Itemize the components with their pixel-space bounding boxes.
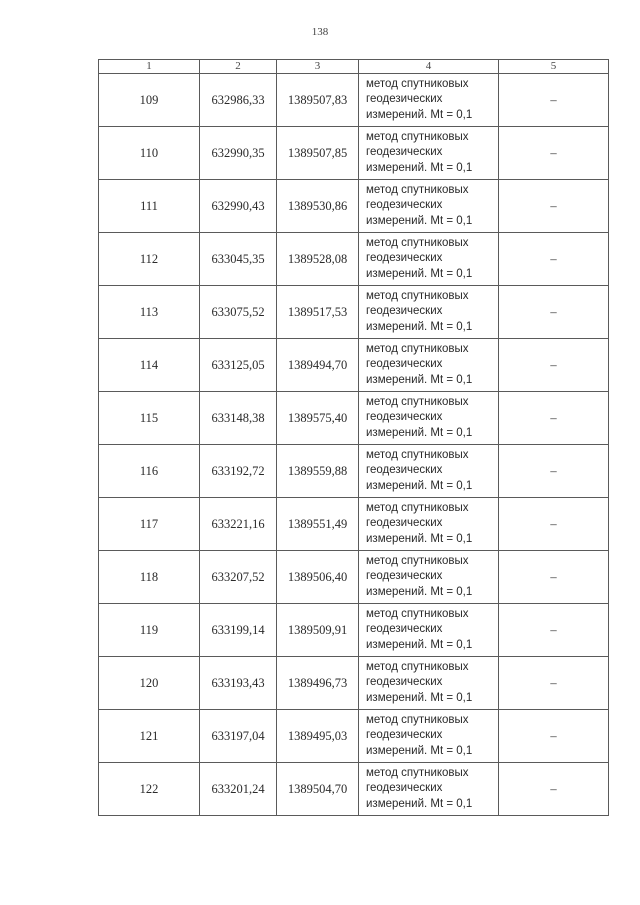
y-coordinate-cell: 1389507,85 — [277, 127, 359, 180]
method-line: измерений. Mt = 0,1 — [366, 267, 473, 280]
y-coordinate-cell: 1389575,40 — [277, 392, 359, 445]
table-header-row — [99, 60, 609, 74]
x-coordinate-cell: 633207,52 — [200, 551, 277, 604]
method-line: геодезических — [366, 729, 443, 742]
table-row — [99, 763, 609, 816]
point-number-cell: 116 — [99, 445, 200, 498]
column-header-3: 3 — [277, 60, 359, 74]
y-coordinate-cell: 1389551,49 — [277, 498, 359, 551]
table-row — [99, 551, 609, 604]
table-row — [99, 180, 609, 233]
page-number: 138 — [311, 26, 329, 38]
x-coordinate-cell: 633201,24 — [200, 763, 277, 816]
table-row — [99, 445, 609, 498]
method-line: геодезических — [366, 358, 443, 371]
table-row — [99, 127, 609, 180]
method-line: измерений. Mt = 0,1 — [366, 214, 473, 227]
note-cell: – — [499, 233, 609, 286]
table-row — [99, 498, 609, 551]
method-cell — [359, 339, 499, 392]
note-cell: – — [499, 551, 609, 604]
point-number-cell: 115 — [99, 392, 200, 445]
method-line: измерений. Mt = 0,1 — [366, 532, 473, 545]
method-line: метод спутниковых — [366, 183, 469, 196]
method-cell — [359, 127, 499, 180]
y-coordinate-cell: 1389506,40 — [277, 551, 359, 604]
y-coordinate-cell: 1389495,03 — [277, 710, 359, 763]
note-cell: – — [499, 74, 609, 127]
point-number-cell: 110 — [99, 127, 200, 180]
method-cell — [359, 233, 499, 286]
y-coordinate-cell: 1389496,73 — [277, 657, 359, 710]
method-line: измерений. Mt = 0,1 — [366, 691, 473, 704]
method-line: метод спутниковых — [366, 501, 469, 514]
note-cell: – — [499, 180, 609, 233]
y-coordinate-cell: 1389530,86 — [277, 180, 359, 233]
method-cell — [359, 286, 499, 339]
method-line: измерений. Mt = 0,1 — [366, 373, 473, 386]
method-cell — [359, 74, 499, 127]
point-number-cell: 118 — [99, 551, 200, 604]
point-number-cell: 111 — [99, 180, 200, 233]
method-cell — [359, 710, 499, 763]
method-line: геодезических — [366, 93, 443, 106]
y-coordinate-cell: 1389504,70 — [277, 763, 359, 816]
method-line: метод спутниковых — [366, 289, 469, 302]
method-line: геодезических — [366, 517, 443, 530]
method-line: измерений. Mt = 0,1 — [366, 744, 473, 757]
method-line: метод спутниковых — [366, 448, 469, 461]
method-line: измерений. Mt = 0,1 — [366, 320, 473, 333]
method-line: метод спутниковых — [366, 766, 469, 779]
x-coordinate-cell: 633148,38 — [200, 392, 277, 445]
method-line: геодезических — [366, 146, 443, 159]
x-coordinate-cell: 633125,05 — [200, 339, 277, 392]
table-row — [99, 710, 609, 763]
method-cell — [359, 657, 499, 710]
point-number-cell: 113 — [99, 286, 200, 339]
column-header-2: 2 — [200, 60, 277, 74]
method-line: измерений. Mt = 0,1 — [366, 479, 473, 492]
method-line: измерений. Mt = 0,1 — [366, 585, 473, 598]
y-coordinate-cell: 1389517,53 — [277, 286, 359, 339]
method-line: геодезических — [366, 305, 443, 318]
x-coordinate-cell: 633193,43 — [200, 657, 277, 710]
method-line: метод спутниковых — [366, 607, 469, 620]
method-line: измерений. Mt = 0,1 — [366, 797, 473, 810]
point-number-cell: 119 — [99, 604, 200, 657]
x-coordinate-cell: 632986,33 — [200, 74, 277, 127]
point-number-cell: 109 — [99, 74, 200, 127]
table-row — [99, 604, 609, 657]
method-line: метод спутниковых — [366, 236, 469, 249]
method-cell — [359, 604, 499, 657]
note-cell: – — [499, 286, 609, 339]
column-header-4: 4 — [359, 60, 499, 74]
note-cell: – — [499, 710, 609, 763]
method-line: геодезических — [366, 464, 443, 477]
table-row — [99, 233, 609, 286]
method-line: метод спутниковых — [366, 130, 469, 143]
point-number-cell: 122 — [99, 763, 200, 816]
point-number-cell: 117 — [99, 498, 200, 551]
point-number-cell: 121 — [99, 710, 200, 763]
method-line: измерений. Mt = 0,1 — [366, 161, 473, 174]
y-coordinate-cell: 1389509,91 — [277, 604, 359, 657]
x-coordinate-cell: 632990,43 — [200, 180, 277, 233]
method-cell — [359, 498, 499, 551]
method-line: измерений. Mt = 0,1 — [366, 426, 473, 439]
method-line: метод спутниковых — [366, 554, 469, 567]
note-cell: – — [499, 604, 609, 657]
note-cell: – — [499, 498, 609, 551]
table-row — [99, 286, 609, 339]
method-line: метод спутниковых — [366, 342, 469, 355]
method-line: геодезических — [366, 676, 443, 689]
note-cell: – — [499, 339, 609, 392]
x-coordinate-cell: 633192,72 — [200, 445, 277, 498]
note-cell: – — [499, 127, 609, 180]
method-line: геодезических — [366, 570, 443, 583]
table-row — [99, 657, 609, 710]
method-line: геодезических — [366, 411, 443, 424]
note-cell: – — [499, 763, 609, 816]
table-row — [99, 74, 609, 127]
y-coordinate-cell: 1389507,83 — [277, 74, 359, 127]
method-line: геодезических — [366, 782, 443, 795]
y-coordinate-cell: 1389559,88 — [277, 445, 359, 498]
x-coordinate-cell: 633197,04 — [200, 710, 277, 763]
table-row — [99, 339, 609, 392]
method-cell — [359, 392, 499, 445]
note-cell: – — [499, 392, 609, 445]
point-number-cell: 112 — [99, 233, 200, 286]
method-cell — [359, 763, 499, 816]
x-coordinate-cell: 633199,14 — [200, 604, 277, 657]
y-coordinate-cell: 1389494,70 — [277, 339, 359, 392]
method-line: измерений. Mt = 0,1 — [366, 638, 473, 651]
x-coordinate-cell: 633045,35 — [200, 233, 277, 286]
table-row — [99, 392, 609, 445]
point-number-cell: 120 — [99, 657, 200, 710]
method-line: метод спутниковых — [366, 395, 469, 408]
method-cell — [359, 180, 499, 233]
x-coordinate-cell: 633221,16 — [200, 498, 277, 551]
method-line: метод спутниковых — [366, 713, 469, 726]
table-body — [99, 74, 609, 816]
column-header-5: 5 — [499, 60, 609, 74]
point-number-cell: 114 — [99, 339, 200, 392]
method-line: геодезических — [366, 252, 443, 265]
method-line: измерений. Mt = 0,1 — [366, 108, 473, 121]
coordinates-table — [98, 59, 609, 816]
method-line: метод спутниковых — [366, 77, 469, 90]
method-line: геодезических — [366, 199, 443, 212]
method-cell — [359, 551, 499, 604]
x-coordinate-cell: 632990,35 — [200, 127, 277, 180]
method-cell — [359, 445, 499, 498]
note-cell: – — [499, 445, 609, 498]
method-line: геодезических — [366, 623, 443, 636]
column-header-1: 1 — [99, 60, 200, 74]
note-cell: – — [499, 657, 609, 710]
x-coordinate-cell: 633075,52 — [200, 286, 277, 339]
y-coordinate-cell: 1389528,08 — [277, 233, 359, 286]
method-line: метод спутниковых — [366, 660, 469, 673]
